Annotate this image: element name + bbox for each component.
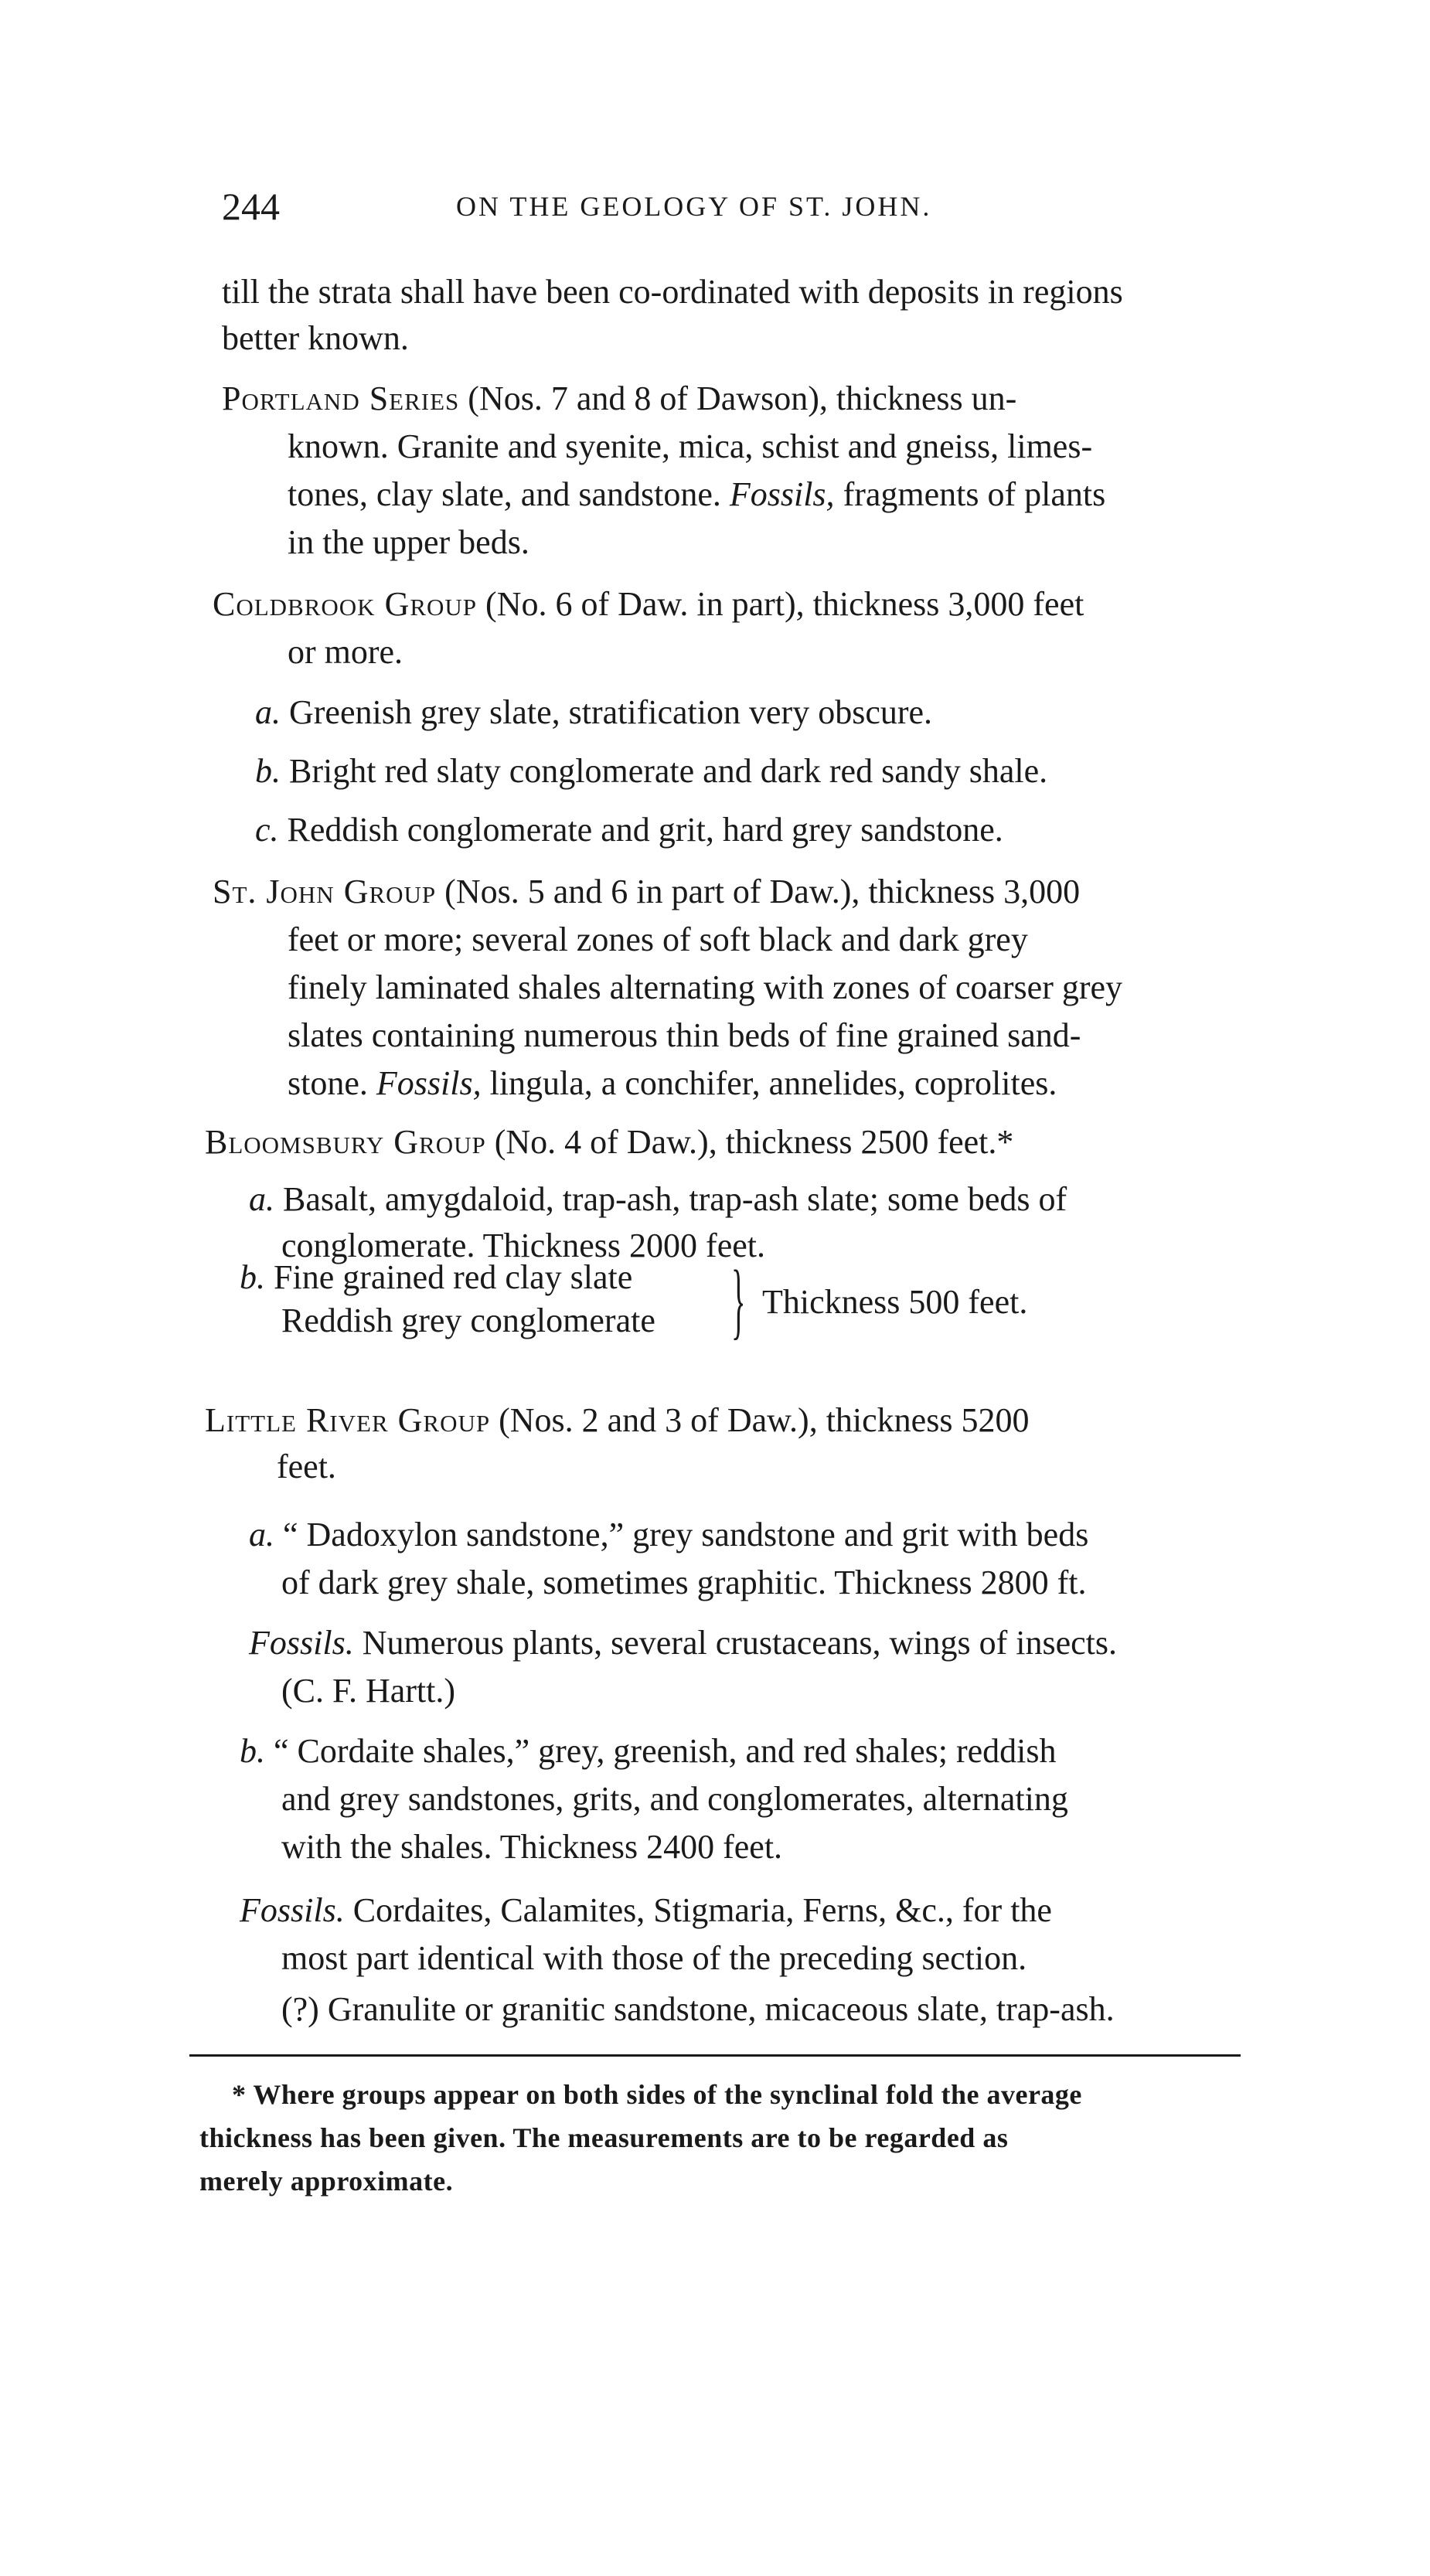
running-title: ON THE GEOLOGY OF ST. JOHN. [456,191,932,222]
littleriver-b-fossils-line-2: most part identical with those of the preceding section. [281,1939,1027,1977]
littleriver-a-fossils [249,1620,1117,1666]
coldbrook-line-2: or more. [288,633,403,671]
bloomsbury-b-line-2: Reddish grey conglomerate [281,1302,655,1339]
littleriver-b-fossils [240,1887,1052,1934]
intro-line-2: better known. [222,319,409,357]
stjohn-line-2: feet or more; several zones of soft black and dark grey [288,920,1028,958]
stjohn-line-3: finely laminated shales alternating with zones of coarser grey [288,968,1123,1006]
portland-name: Portland Series [222,379,460,417]
footnote-line-1: * Where groups appear on both sides of the synclinal fold the average [232,2079,1082,2110]
littleriver-b-fossils-text: Cordaites, Calamites, Stigmaria, Ferns, &c., for the [344,1891,1052,1929]
footnote-rule [189,2054,1241,2057]
littleriver-a-fossils-line-2: (C. F. Hartt.) [281,1672,456,1710]
coldbrook-heading [213,581,1084,628]
bloomsbury-b-thickness: Thickness 500 feet. [762,1283,1028,1321]
stjohn-line-5 [288,1060,1057,1107]
coldbrook-item-c [255,807,1003,853]
coldbrook-b-text: Bright red slaty conglomerate and dark red sandy shale. [281,752,1048,790]
bloomsbury-name: Bloomsbury Group [205,1123,486,1161]
bloomsbury-item-a [249,1176,1067,1223]
coldbrook-a-label: a. [255,693,281,731]
littleriver-b-line-3: with the shales. Thickness 2400 feet. [281,1828,783,1866]
littleriver-b-line-2: and grey sandstones, grits, and conglomerates, alternating [281,1780,1068,1818]
portland-fossils-label: Fossils, [729,475,835,513]
footnote-line-2: thickness has been given. The measurements are to be regarded as [199,2122,1009,2153]
portland-line-3-b: fragments of plants [834,475,1106,513]
stjohn-line-5-a: stone. [288,1064,376,1102]
coldbrook-c-text: Reddish conglomerate and grit, hard grey sandstone. [278,811,1003,849]
coldbrook-item-a [255,689,932,736]
bloomsbury-line-1: (No. 4 of Daw.), thickness 2500 feet.* [485,1123,1014,1161]
littleriver-b-fossils-label: Fossils. [240,1891,345,1929]
intro-line-1: till the strata shall have been co-ordinated with deposits in regions [222,273,1123,311]
portland-heading [222,376,1016,422]
brace-symbol: } [731,1253,746,1347]
littleriver-line-1: (Nos. 2 and 3 of Daw.), thickness 5200 [490,1401,1030,1439]
stjohn-line-1: (Nos. 5 and 6 in part of Daw.), thickness 3,000 [436,873,1081,910]
bloomsbury-a-label: a. [249,1180,274,1218]
coldbrook-item-b [255,748,1047,795]
portland-line-4: in the upper beds. [288,523,529,561]
bloomsbury-b-text-1: Fine grained red clay slate [265,1258,633,1296]
bloomsbury-heading [205,1119,1013,1165]
littleriver-a-fossils-text: Numerous plants, several crustaceans, wings of insects. [353,1624,1117,1662]
stjohn-fossils-label: Fossils, [376,1064,482,1102]
portland-line-1: (Nos. 7 and 8 of Dawson), thickness un- [459,379,1017,417]
portland-line-3-a: tones, clay slate, and sandstone. [288,475,730,513]
littleriver-last-line: (?) Granulite or granitic sandstone, micaceous slate, trap-ash. [281,1990,1115,2028]
bloomsbury-item-b [240,1253,1090,1356]
page-number: 244 [222,185,280,228]
coldbrook-name: Coldbrook Group [213,585,478,623]
littleriver-a-line-2: of dark grey shale, sometimes graphitic. Thickness 2800 ft. [281,1564,1087,1601]
bloomsbury-b-label: b. [240,1258,265,1296]
littleriver-b-label: b. [240,1732,265,1770]
coldbrook-line-1: (No. 6 of Daw. in part), thickness 3,000 feet [477,585,1084,623]
littleriver-a-text: “ Dadoxylon sandstone,” grey sandstone and grit with beds [274,1516,1089,1553]
littleriver-heading [205,1397,1029,1444]
stjohn-heading [213,869,1080,915]
littleriver-item-a [249,1512,1088,1558]
littleriver-a-label: a. [249,1516,274,1553]
coldbrook-b-label: b. [255,752,281,790]
footnote-line-3: merely approximate. [199,2166,454,2197]
coldbrook-a-text: Greenish grey slate, stratification very obscure. [281,693,933,731]
portland-line-2: known. Granite and syenite, mica, schist and gneiss, limes- [288,427,1093,465]
portland-line-3 [288,471,1105,518]
littleriver-name: Little River Group [205,1401,491,1439]
bloomsbury-a-text: Basalt, amygdaloid, trap-ash, trap-ash slate; some beds of [274,1180,1067,1218]
bloomsbury-b-line-1 [240,1256,632,1299]
stjohn-name: St. John Group [213,873,437,910]
littleriver-b-text: “ Cordaite shales,” grey, greenish, and red shales; reddish [265,1732,1057,1770]
stjohn-line-4: slates containing numerous thin beds of fine grained sand- [288,1016,1081,1054]
littleriver-a-fossils-label: Fossils. [249,1624,354,1662]
littleriver-line-2: feet. [277,1448,336,1485]
littleriver-item-b [240,1728,1056,1775]
bloomsbury-a-line-2: conglomerate. Thickness 2000 feet. [281,1227,765,1264]
coldbrook-c-label: c. [255,811,279,849]
stjohn-line-5-b: lingula, a conchifer, annelides, coprolites. [481,1064,1057,1102]
